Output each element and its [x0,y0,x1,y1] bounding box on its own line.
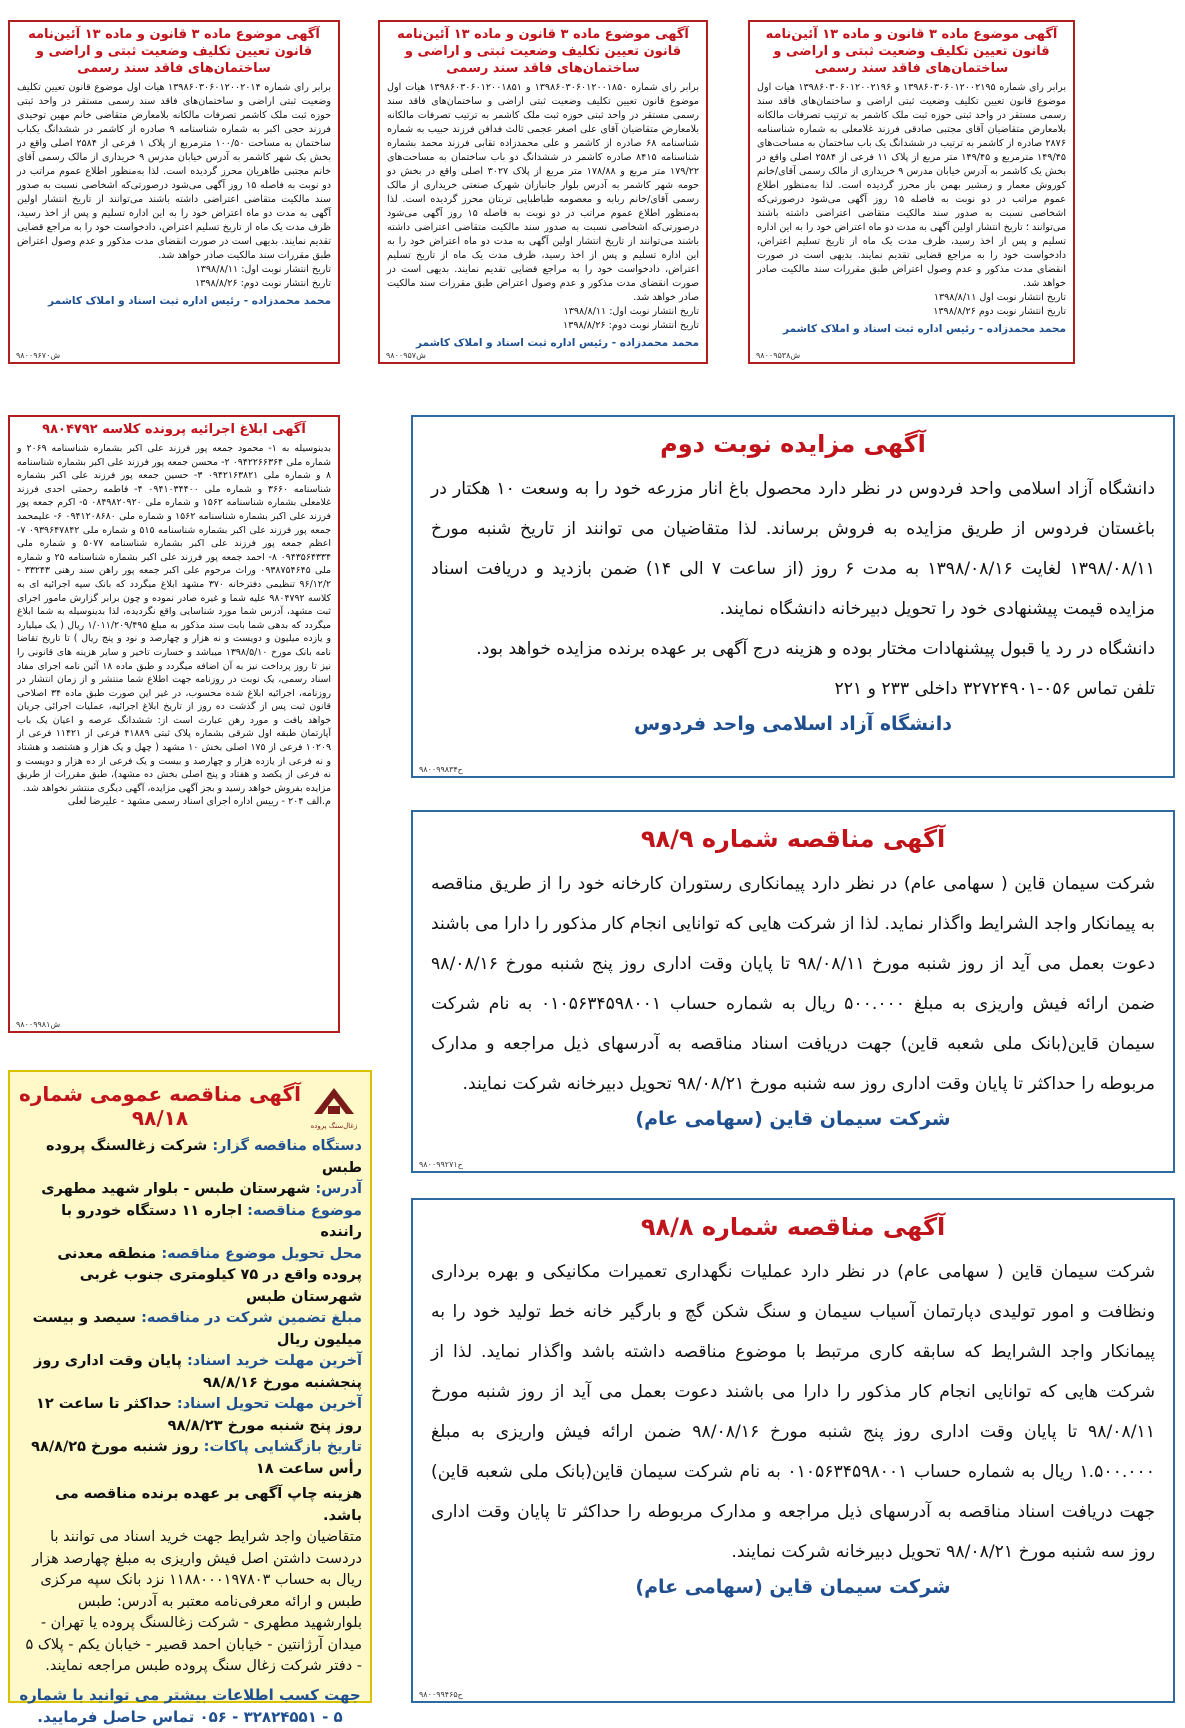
tender-detail-label: آخرین مهلت خرید اسناد: [186,1353,362,1369]
tender-98-8 [411,1198,1175,1703]
land-notice-middle [378,20,708,364]
tender-detail-value: منطقه معدنی پروده واقع در ۷۵ کیلومتری جنوب غربی شهرستان طبس [57,1245,362,1305]
notice-date-second: تاریخ انتشار نوبت دوم ۱۳۹۸/۸/۲۶ [933,306,1066,317]
tender-detail-line [18,1201,362,1244]
tender-detail-line [18,1394,362,1437]
auction-title: آگهی مزایده نوبت دوم [660,430,926,458]
tender-detail-line [18,1179,362,1201]
tender-detail-line [18,1351,362,1394]
svg-text:زغال‌سنگ پروده: زغال‌سنگ پروده [310,1122,358,1130]
notice-date-second: تاریخ انتشار نوبت دوم: ۱۳۹۸/۸/۲۶ [195,278,331,289]
tender-detail-line [18,1437,362,1480]
tender-title: آگهی مناقصه شماره ۹۸/۸ [640,1213,946,1241]
ad-code: ش۹۸۰۰۹۶۷۰ [16,351,61,360]
ad-code: ح۹۸۰۰۹۹۲۷۱ [419,1160,463,1169]
tender-detail-label: موضوع مناقصه: [247,1202,362,1219]
notice-signature: محمد محمدزاده - رئیس اداره ثبت اسناد و املاک کاشمر [783,323,1066,335]
notice-date-first: تاریخ انتشار نوبت اول: ۱۳۹۸/۸/۱۱ [195,264,331,275]
tender-detail-line [18,1136,362,1179]
tender-detail-value: شهرستان طبس - بلوار شهید مطهری [41,1181,316,1197]
tender-detail-label: آخرین مهلت تحویل اسناد: [176,1396,362,1412]
tender-detail-label: آدرس: [315,1181,362,1197]
tender-contact: جهت کسب اطلاعات بیشتر می توانید با شماره ۵ - ۳۲۸۲۴۵۵۱ - ۰۵۶ تماس حاصل فرمایید. [19,1685,361,1726]
tender-detail-label: تاریخ بازگشایی پاکات: [203,1439,362,1455]
notice-body: بدینوسیله به ۱- محمود جمعه پور فرزند علی اکبر بشماره شناسنامه ۲۰۶۹ و شماره ملی ۰۹۴۲۲۶۶۳۶۴ ۲- محسن جمعه پور فرزند علی اکبر بشماره شناسنامه ۸ و شماره ملی ۰۹۴۲۱۶۳۸۲۱ ۳- حسین جمعه پور فرزند علی اکبر بشماره شناسنامه ۳۶۶۰ و شماره ملی ۰۹۴۱۰۳۴۴۰۰ ۴- فاطمه رحمتی احدی فرزند غلامعلی بشماره شناسنامه ۱۵۶۲ و شماره ملی ۰۸۴۹۸۲۰۹۲۰ ۵- اکرم جمعه پور فرزند علی اکبر بشماره شناسنامه ۱۵۶۲ و شماره ملی ۰۹۴۱۲۰۸۶۸۰ ۶- علیمحمد جمعه پور فرزند علی اکبر بشماره شناسنامه ۵۱۵ و شماره ملی ۰۹۳۹۶۴۷۸۴۲ ۷- اعظم جمعه پور فرزند علی اکبر بشماره شناسنامه ۵۰۷۷ و شماره ملی ۰۹۴۳۵۶۴۳۳۴ ۸- احمد جمعه پور فرزند علی اکبر بشماره شناسنامه ۲۵ و شماره ملی ۰۹۳۸۷۵۴۶۴۵ وراث مرحوم علی اکبر جمعه پور راهن سند رهنی ۳۳۲۴۳ - ۹۶/۱۲/۲ تنظیمی دفترخانه ۳۷۰ مشهد ابلاغ میگردد که بانک سپه اجرائیه ای به کلاسه ۹۸۰۴۷۹۲ علیه شما و غیره صادر نموده و چون برابر گزارش مامور اجرای ثبت مشهد، آدرس شما مورد شناسایی واقع نگردیده، لذا بدینوسیله به شما ابلاغ میگردد که بدهی شما بابت سند مذکور به مبلغ ۱/۰۱۱/۲۰۹/۴۹۵ ریال ( یک میلیارد و یازده میلیون و دویست و نه هزار و چهارصد و نود و پنج ریال ) تا تاریخ تقاضا نامه بانک مورخ ۱۳۹۸/۵/۱۰ میباشد و خسارت تاخیر و سایر هزینه های قانونی را نیز تا روز پرداخت نیز به آن اضافه میگردد و طبق ماده ۱۸ آئین نامه اجرای مفاد اسناد رسمی، یک نوبت در روزنامه جهت اطلاع شما منتشر و از زمان انتشار در روزنامه، اجرائیه ابلاغ شده محسوب، در غیر این صورت طبق ماده ۳۴ اصلاحی قانون ثبت پس از گذشت ده روز از تاریخ ابلاغ اجرائیه، عملیات اجرائی جریان خواهد یافت و مورد رهن عبارت است از: ششدانگ عرصه و اعیان یک باب آپارتمان طبقه اول شرقی بشماره پلاک ثبتی ۴۱۸۸۹ فرعی از ۱۱۴۲۱ فرعی از ۱۰۲۰۹ فرعی از ۱۷۵ اصلی بخش ۱۰ مشهد ( چهل و یک هزار و هشتصد و هشتاد و نه فرعی از یازده هزار و چهارصد و بیست و یک فرعی از ده هزار و دویست و نه فرعی از یکصد و هفتاد و پنج اصلی بخش ده مشهد)، طبق مقررات از طریق مزایده بفروش خواهد رسید و بجز آگهی مزایده، آگهی دیگری منتشر نخواهد شد. [17,443,332,794]
notice-signature: م.الف ۲۰۴ - رییس اداره اجرای اسناد رسمی مشهد - علیرضا لعلی [67,796,331,808]
tender-detail-value: پایان وقت اداری روز پنجشنبه مورخ ۹۸/۸/۱۶ [34,1353,362,1391]
tender-title: آگهی مناقصه عمومی شماره ۹۸/۱۸ [19,1082,301,1130]
ad-code: ح۹۸۰۰۹۹۴۶۵ [419,1690,463,1699]
tender-details [18,1136,362,1480]
land-notice-left [8,20,340,364]
notice-title: آگهی موضوع ماده ۳ قانون و ماده ۱۳ آئین‌نامه قانون تعیین تکلیف وضعیت ثبتی و اراضی و ساختمان‌های فاقد سند رسمی [397,27,689,76]
tender-detail-label: محل تحویل موضوع مناقصه: [161,1245,362,1262]
ad-code: ش۹۸۰۰۹۵۳۸ [756,351,801,360]
auction-notice [411,415,1175,778]
notice-date-second: تاریخ انتشار نوبت دوم: ۱۳۹۸/۸/۲۶ [563,320,699,331]
notice-date-first: تاریخ انتشار نوبت اول ۱۳۹۸/۸/۱۱ [933,292,1066,303]
land-notice-right [748,20,1075,364]
tender-signature: شرکت سیمان قاین (سهامی عام) [635,1108,951,1130]
notice-body: برابر رای شماره ۱۳۹۸۶۰۳۰۶۰۱۲۰۰۲۰۱۴ هیات اول موضوع قانون تعیین تکلیف وضعیت ثبتی اراضی و ساختمان‌های فاقد سند رسمی مستقر در واحد ثبتی حوزه ثبت ملک کاشمر تصرفات مالکانه بلامعارض متقاضی خانم مهین توحیدی فرزند حجی اکبر به شماره شناسنامه ۹ صادره از کاشمر در ششدانگ یکباب ساختمان به مساحت ۱۰۰/۵۰ مترمربع از پلاک ۱ فرعی از ۲۵۸۴ اصلی واقع در بخش یک شهر کاشمر به آدرس خیابان مدرس ۹ خریداری از مالک رسمی آقای خانم مجتبی طاهریان محرز گردیده است. لذا به‌منظور اطلاع عموم مراتب در دو نوبت به فاصله ۱۵ روز آگهی می‌شود درصورتی‌که اشخاصی نسبت به صدور سند مالکیت متقاضی اعتراضی داشته باشند می‌توانند از تاریخ انتشار اولین آگهی به مدت دو ماه اعتراض خود را به این اداره تسلیم و پس از اخذ رسید، ظرف مدت یک ماه از تاریخ تسلیم اعتراض، دادخواست خود را به مراجع قضایی تقدیم نمایند. بدیهی است در صورت انقضای مدت مذکور و عدم وصول اعتراض طبق مقررات سند مالکیت صادر خواهد شد. [17,82,331,261]
tender-detail-label: دستگاه مناقصه گزار: [212,1138,362,1154]
notice-date-first: تاریخ انتشار نوبت اول: ۱۳۹۸/۸/۱۱ [563,306,699,317]
tender-detail-line [18,1244,362,1309]
tender-signature: شرکت سیمان قاین (سهامی عام) [635,1576,951,1598]
ad-code: ح۹۸۰۰۹۹۸۳۴ [419,765,463,774]
tender-98-9 [411,810,1175,1173]
notice-signature: محمد محمدزاده - رئیس اداره ثبت اسناد و املاک کاشمر [416,337,699,349]
notice-title: آگهی موضوع ماده ۳ قانون و ماده ۱۳ آئین‌نامه قانون تعیین تکلیف وضعیت ثبتی و اراضی و ساختمان‌های فاقد سند رسمی [28,27,320,76]
tender-body: متقاضیان واجد شرایط جهت خرید اسناد می توانند با دردست داشتن اصل فیش واریزی به مبلغ چهارصد هزار ریال به حساب ۱۱۸۸۰۰۰۱۹۷۸۰۳ نزد بانک سپه مرکزی طبس و ارائه معرفی‌نامه معتبر به آدرس: طبس بلوارشهید مطهری - شرکت زغالسنگ پروده یا تهران - میدان آرژانتین - خیابان احمد قصیر - خیابان یکم - پلاک ۵ - دفتر شرکت زغال سنگ پروده طبس مراجعه نمایند. [25,1529,362,1674]
notice-title: آگهی موضوع ماده ۳ قانون و ماده ۱۳ آئین‌نامه قانون تعیین تکلیف وضعیت ثبتی و اراضی و ساختمان‌های فاقد سند رسمی [765,27,1058,76]
auction-body-note: دانشگاه در رد یا قبول پیشنهادات مختار بوده و هزینه درج آگهی بر عهده برنده مزایده خواهد بود. [476,639,1155,659]
tender-body: شرکت سیمان قاین ( سهامی عام) در نظر دارد عملیات نگهداری تعمیرات مکانیکی و بهره برداری ونظافت و امور تولیدی دپارتمان آسیاب سیمان و سنگ شکن گچ و بارگیر خانه خط تولید خود را به پیمانکار واجد الشرایط که سابقه کاری مرتبط با موضوع مناقصه داشته باشد واگذار نماید. لذا از شرکت هایی که توانایی انجام کار مذکور را دارا می باشند دعوت بعمل می آید از روز شنبه مورخ ۹۸/۰۸/۱۱ تا پایان وقت اداری روز پنج شنبه مورخ ۹۸/۰۸/۱۶ ضمن ارائه فیش واریزی به مبلغ ۱.۵۰۰.۰۰۰ ریال به شماره حساب ۰۱۰۵۶۳۴۵۹۸۰۰۱ به نام شرکت سیمان قاین(بانک ملی شعبه قاین) جهت دریافت اسناد مناقصه به آدرسهای ذیل مراجعه و مدارک مربوطه را حداکثر تا پایان وقت اداری روز سه شنبه مورخ ۹۸/۰۸/۲۱ تحویل دبیرخانه شرکت نمایند. [431,1262,1156,1562]
tender-detail-value: روز شنبه مورخ ۹۸/۸/۲۵ رأس ساعت ۱۸ [31,1439,362,1477]
tender-body: شرکت سیمان قاین ( سهامی عام) در نظر دارد پیمانکاری رستوران کارخانه خود را از طریق مناقصه به پیمانکار واجد الشرایط واگذار نماید. لذا از شرکت هایی که توانایی انجام کار مذکور را دارا می باشند دعوت بعمل می آید از روز شنبه مورخ ۹۸/۰۸/۱۱ تا پایان وقت اداری روز پنج شنبه مورخ ۹۸/۰۸/۱۶ ضمن ارائه فیش واریزی به مبلغ ۵۰۰.۰۰۰ ریال به شماره حساب ۰۱۰۵۶۳۴۵۹۸۰۰۱ به نام شرکت سیمان قاین(بانک ملی شعبه قاین) جهت دریافت اسناد مناقصه به آدرسهای ذیل مراجعه و مدارک مربوطه را حداکثر تا پایان وقت اداری روز سه شنبه مورخ ۹۸/۰۸/۲۱ تحویل دبیرخانه شرکت نمایند. [431,874,1156,1094]
tender-detail-value: حداکثر تا ساعت ۱۲ روز پنج شنبه مورخ ۹۸/۸/۲۳ [35,1396,362,1434]
notice-signature: محمد محمدزاده - رئیس اداره ثبت اسناد و املاک کاشمر [48,295,331,307]
tender-cost-note: هزینه چاپ آگهی بر عهده برنده مناقصه می باشد. [55,1486,362,1524]
ad-code: ش۹۸۰۰۹۵۷ [386,351,426,360]
auction-signature: دانشگاه آزاد اسلامی واحد فردوس [634,713,952,735]
notice-body: برابر رای شماره ۱۳۹۸۶۰۳۰۶۰۱۲۰۰۱۸۵۰ و ۱۳۹۸۶۰۳۰۶۰۱۲۰۰۱۸۵۱ هیات اول موضوع قانون تعیین تکلیف وضعیت ثبتی اراضی و ساختمان‌های فاقد سند رسمی مستقر در واحد ثبتی حوزه ثبت ملک کاشمر به ترتیب تصرفات مالکانه بلامعارض متقاضیان آقای علی اصغر عجمی ثالث فدافن فرزند حبیب به شماره شناسنامه ۶۸ صادره از کاشمر و علی محمدزاده تقابی فرزند محمد بشماره شناسنامه ۸۴۱۵ صادره کاشمر در ششدانگ دو باب ساختمان به مساحت‌های ۱۷۹/۲۲ متر مربع و ۱۷۸/۸۸ متر مربع از پلاک ۳۰۲۷ اصلی واقع در بخش دو حومه شهر کاشمر به آدرس بلوار جانبازان شهرک صنعتی خریداری از مالک رسمی آقای/خانم ربابه و معصومه طباطبایی تربتان محرز گردیده است. لذا به‌منظور اطلاع عموم مراتب در دو نوبت به فاصله ۱۵ روز آگهی می‌شود درصورتی‌که اشخاصی نسبت به صدور سند مالکیت متقاضی اعتراضی داشته باشند می‌توانند از تاریخ انتشار اولین آگهی به مدت دو ماه اعتراض خود را به این اداره تسلیم و پس از اخذ رسید، ظرف مدت یک ماه از تاریخ تسلیم اعتراض، دادخواست خود را به مراجع قضایی تقدیم نمایند. بدیهی است در صورت انقضای مدت مذکور و عدم وصول اعتراض طبق مقررات سند مالکیت صادر خواهد شد. [387,82,699,303]
execution-notice [8,415,340,1033]
notice-title: آگهی ابلاغ اجرائیه پرونده کلاسه ۹۸۰۴۷۹۲ [42,422,306,437]
ad-code: ش۹۸۰۰۹۹۸۱ [16,1020,61,1029]
tender-detail-value: سیصد و بیست میلیون ریال [32,1310,362,1348]
notice-body: برابر رای شماره ۱۳۹۸۶۰۳۰۶۰۱۲۰۰۲۱۹۵ و ۱۳۹۸۶۰۳۰۶۰۱۲۰۰۲۱۹۶ هیات اول موضوع قانون تعیین تکلیف وضعیت ثبتی اراضی و ساختمان‌های فاقد سند رسمی مستقر در واحد ثبتی حوزه ثبت ملک کاشمر به ترتیب تصرفات مالکانه بلامعارض متقاضیان آقای مجتبی صادقی فرزند غلامعلی به شماره شناسنامه ۲۸۷۶ صادره از کاشمر به ترتیب در ششدانگ یک باب ساختمان به مساحت‌های ۱۴۹/۴۵ مترمربع و ۱۴۹/۴۵ متر مربع از پلاک ۱۱ فرعی از ۲۵۸۴ اصلی واقع در بخش یک کاشمر به آدرس خیابان مدرس ۹ خریداری از مالک رسمی آقای/خانم کوروش معمار و زمشیر بهمن باز محرز گردیده است. لذا به‌منظور اطلاع عموم مراتب در دو نوبت به فاصله ۱۵ روز آگهی می‌شود درصورتی‌که اشخاصی نسبت به صدور سند مالکیت متقاضی اعتراضی داشته باشند می‌توانند ؛ تاریخ انتشار اولین آگهی به مدت دو ماه اعتراض خود را به این اداره تسلیم و پس از اخذ رسید، ظرف مدت یک ماه از تاریخ تسلیم اعتراض، دادخواست خود را به مراجع قضایی تقدیم نمایند. بدیهی است در صورت انقضای مدت مذکور و عدم وصول اعتراض طبق مقررات سند مالکیت صادر خواهد شد. [757,82,1067,289]
tender-detail-value: شرکت زغالسنگ پروده طبس [46,1138,362,1176]
auction-body: دانشگاه آزاد اسلامی واحد فردوس در نظر دارد محصول باغ انار مزرعه خود را به وسعت ۱۰ هکتار در باغستان فردوس از طریق مزایده به فروش برساند. لذا متقاضیان می توانند از تاریخ شنبه مورخ ۱۳۹۸/۰۸/۱۱ لغایت ۱۳۹۸/۰۸/۱۶ به مدت ۶ روز (از ساعت ۷ الی ۱۴) ضمن بازدید و دریافت اسناد مزایده قیمت پیشنهادی خود را تحویل دبیرخانه دانشگاه نمایند. [431,479,1155,619]
tender-title: آگهی مناقصه شماره ۹۸/۹ [640,825,946,853]
tender-98-18 [8,1070,372,1726]
tender-detail-line [18,1308,362,1351]
tender-detail-value: اجاره ۱۱ دستگاه خودرو با راننده [61,1202,362,1240]
auction-phone: تلفن تماس ۰۵۶-۳۲۷۲۴۹۰۱ داخلی ۲۳۳ و ۲۲۱ [834,679,1155,699]
tender-detail-label: مبلغ تضمین شرکت در مناقصه: [141,1310,362,1326]
company-logo [306,1078,362,1134]
